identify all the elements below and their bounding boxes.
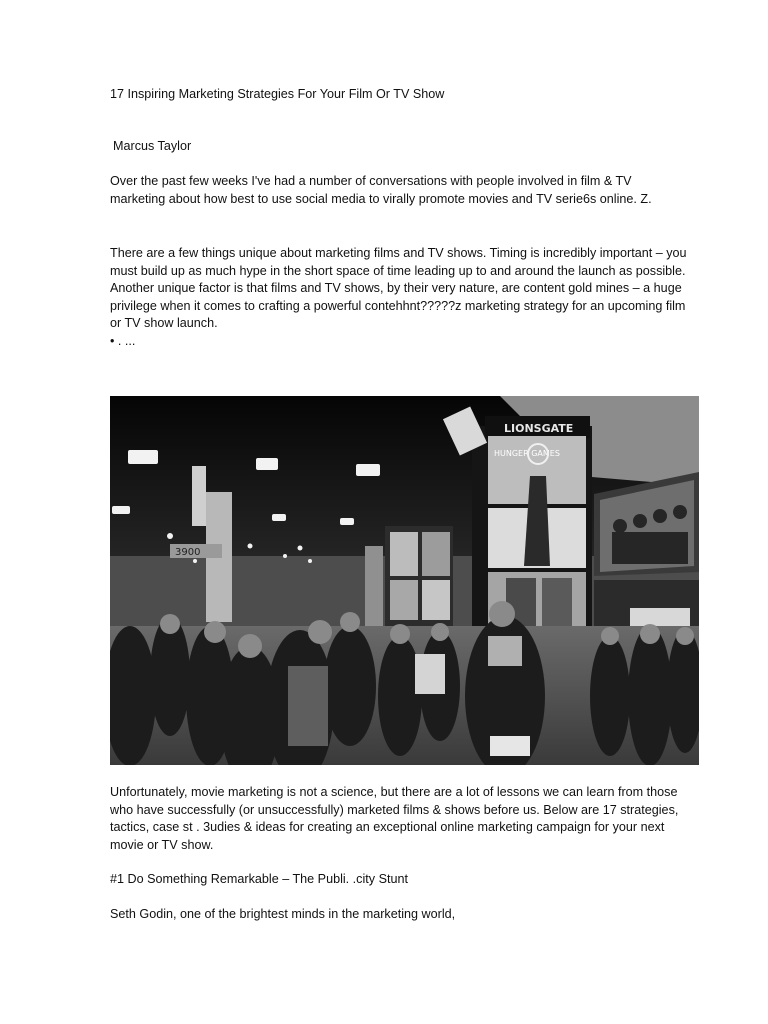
paragraph-unique-factors: There are a few things unique about marketing films and TV shows. Timing is incredibly important – you must build up as much hype in the short space of time leading up to and around the launch as possible. Another unique factor is that films and TV shows, by their very nature, are content gold mines – a huge privilege when it comes to crafting a powerful contehhnt?????z marketing strategy for an upcoming film or TV show launch. xyxy=(110,246,687,331)
booth-sign: LIONSGATE xyxy=(504,422,574,435)
bullet-line: • . ... xyxy=(110,334,136,348)
convention-photo xyxy=(110,396,699,765)
paragraph-seth-godin: Seth Godin, one of the brightest minds in the marketing world, xyxy=(110,907,456,921)
booth-number-label: 3900 xyxy=(175,547,201,558)
document-title: 17 Inspiring Marketing Strategies For Your Film Or TV Show xyxy=(110,87,445,101)
paragraph-lessons: Unfortunately, movie marketing is not a science, but there are a lot of lessons we can learn from those who have successfully (or unsuccessfully) marketed films & shows before us. Below are 17 strategies, tactics, case st . 3udies & ideas for creating an exceptional online marketing campaign for your next movie or TV show. xyxy=(110,785,679,852)
section-heading-1: #1 Do Something Remarkable – The Publi. .city Stunt xyxy=(110,872,408,886)
poster-title: HUNGER GAMES xyxy=(494,449,560,458)
paragraph-intro: Over the past few weeks I've had a number of conversations with people involved in film & TV marketing about how best to use social media to virally promote movies and TV serie6s online. Z. xyxy=(110,174,652,206)
author-name: Marcus Taylor xyxy=(113,139,192,153)
